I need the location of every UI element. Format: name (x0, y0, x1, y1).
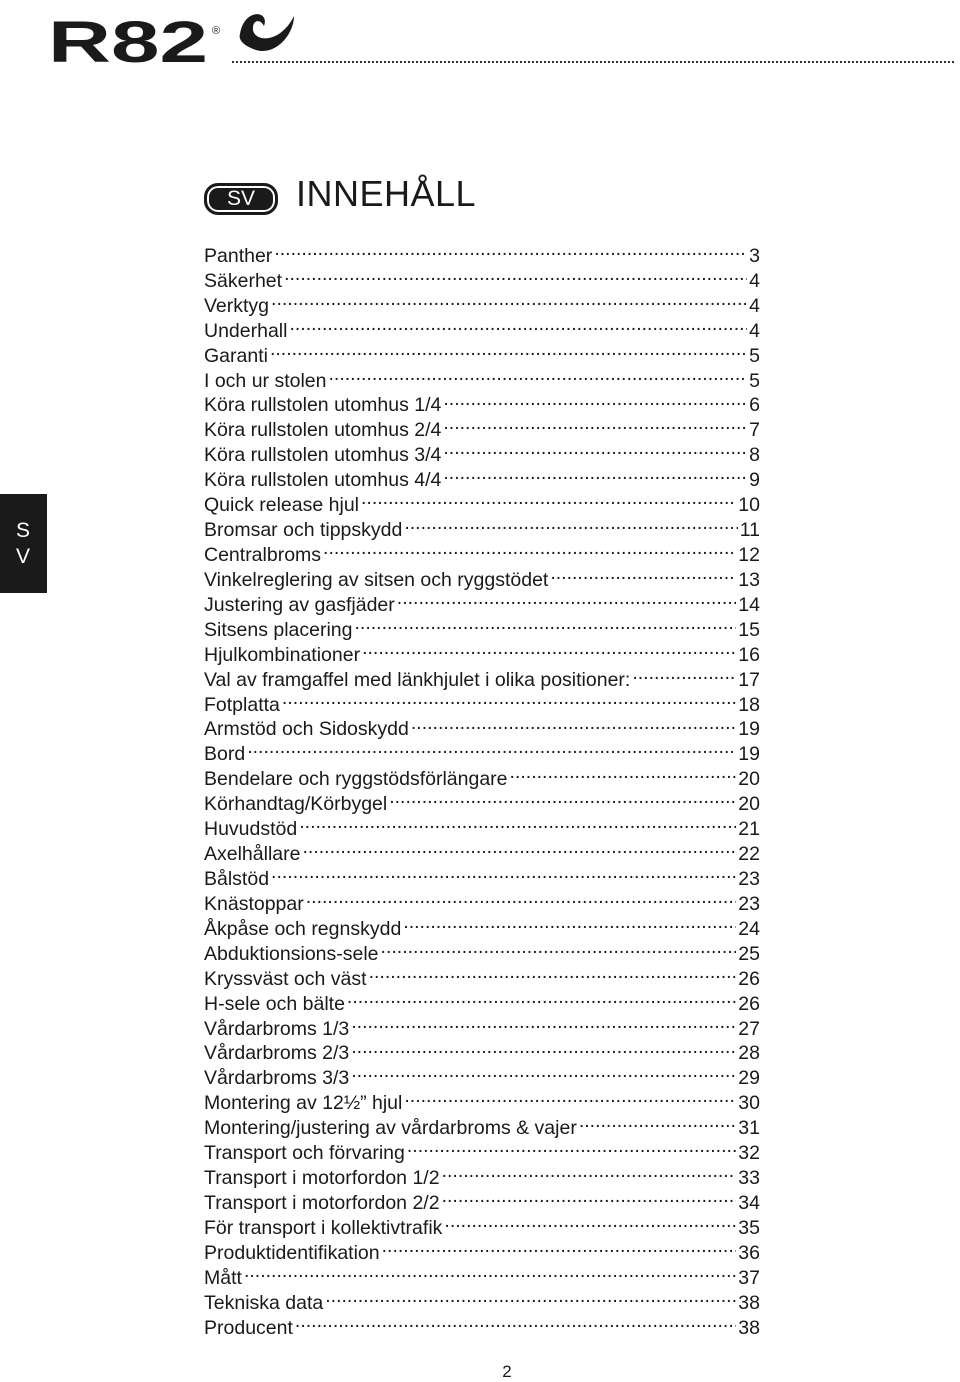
toc-leader-dots (247, 735, 736, 760)
toc-entry-label: Vårdarbroms 1/3 (204, 1017, 350, 1040)
toc-entry-page: 19 (738, 743, 760, 766)
toc-entry-page: 5 (749, 344, 760, 367)
toc-leader-dots (295, 1309, 736, 1334)
toc-leader-dots (404, 1084, 736, 1109)
toc-entry-page: 30 (738, 1092, 760, 1115)
toc-entry-label: Bord (204, 743, 246, 766)
toc-entry-label: Transport och förvaring (204, 1142, 405, 1165)
toc-entry-label: Köra rullstolen utomhus 2/4 (204, 419, 442, 442)
toc-entry[interactable] (204, 337, 760, 367)
toc-leader-dots (355, 611, 737, 636)
toc-entry-page: 20 (738, 768, 760, 791)
toc-entry-label: Köra rullstolen utomhus 4/4 (204, 469, 442, 492)
toc-entry-page: 21 (738, 818, 760, 841)
toc-entry-page: 15 (738, 618, 760, 641)
toc-entry-page: 18 (738, 693, 760, 716)
toc-entry-page: 4 (749, 294, 760, 317)
toc-leader-dots (510, 760, 737, 785)
toc-leader-dots (270, 337, 747, 362)
toc-entry-page: 20 (738, 793, 760, 816)
toc-entry-page: 3 (749, 244, 760, 267)
toc-entry-page: 5 (749, 369, 760, 392)
toc-leader-dots (271, 287, 747, 312)
toc-entry[interactable] (204, 237, 760, 267)
toc-entry-page: 4 (749, 319, 760, 342)
toc-entry-label: Körhandtag/Körbygel (204, 793, 388, 816)
toc-entry[interactable] (204, 262, 760, 292)
toc-entry-label: Axelhållare (204, 843, 301, 866)
toc-entry-page: 38 (738, 1291, 760, 1314)
toc-leader-dots (443, 411, 747, 436)
toc-leader-dots (362, 636, 736, 661)
toc-entry-label: Garanti (204, 344, 268, 367)
toc-entry-label: Köra rullstolen utomhus 1/4 (204, 394, 442, 417)
toc-leader-dots (444, 1209, 736, 1234)
toc-leader-dots (284, 262, 747, 287)
toc-entry-label: Vårdarbroms 3/3 (204, 1067, 350, 1090)
toc-entry-label: Centralbroms (204, 543, 322, 566)
toc-entry-page: 9 (749, 469, 760, 492)
toc-leader-dots (550, 561, 736, 586)
toc-leader-dots (347, 985, 736, 1010)
header-dotted-rule (232, 61, 954, 63)
toc-leader-dots (632, 661, 736, 686)
toc-entry-label: Mått (204, 1266, 242, 1289)
toc-entry-label: Producent (204, 1316, 293, 1339)
toc-entry-page: 32 (738, 1142, 760, 1165)
r82-logo (48, 4, 298, 66)
toc-entry-label: Sitsens placering (204, 618, 353, 641)
toc-entry-label: Montering av 12½” hjul (204, 1092, 403, 1115)
toc-leader-dots (361, 486, 736, 511)
toc-entry-page: 11 (739, 519, 760, 542)
toc-entry[interactable] (204, 312, 760, 342)
toc-entry-page: 27 (738, 1017, 760, 1040)
toc-entry-page: 34 (738, 1191, 760, 1214)
toc-entry-label: Justering av gasfjäder (204, 593, 395, 616)
toc-entry-page: 16 (738, 643, 760, 666)
table-of-contents (204, 237, 760, 1339)
toc-entry[interactable] (204, 760, 760, 791)
toc-entry-page: 6 (749, 394, 760, 417)
toc-entry-page: 4 (749, 269, 760, 292)
toc-entry-label: Knästoppar (204, 892, 304, 915)
toc-entry-page: 10 (738, 494, 760, 517)
toc-entry[interactable] (204, 711, 760, 741)
toc-entry-label: Hjulkombinationer (204, 643, 361, 666)
toc-entry-label: I och ur stolen (204, 369, 327, 392)
toc-entry[interactable] (204, 287, 760, 317)
toc-entry[interactable] (204, 860, 760, 890)
toc-leader-dots (323, 536, 736, 561)
toc-entry-label: Panther (204, 244, 273, 267)
toc-entry-label: Abduktionsions-sele (204, 942, 379, 965)
toc-entry[interactable] (204, 686, 760, 716)
toc-leader-dots (325, 1284, 736, 1309)
toc-entry-label: Underhall (204, 319, 288, 342)
toc-entry-label: Åkpåse och regnskydd (204, 917, 402, 940)
toc-leader-dots (411, 711, 736, 736)
page-title: INNEHÅLL (296, 173, 477, 214)
toc-entry-page: 17 (738, 668, 760, 691)
toc-leader-dots (443, 436, 747, 461)
toc-entry-label: Quick release hjul (204, 494, 359, 517)
toc-entry-page: 29 (738, 1067, 760, 1090)
toc-entry[interactable] (204, 362, 760, 392)
toc-leader-dots (274, 237, 747, 262)
language-badge: SV (204, 183, 278, 215)
toc-entry-page: 38 (738, 1316, 760, 1339)
toc-leader-dots (381, 935, 737, 960)
toc-leader-dots (328, 362, 747, 387)
toc-leader-dots (382, 1234, 737, 1259)
toc-entry-page: 25 (738, 942, 760, 965)
toc-leader-dots (271, 860, 736, 885)
toc-entry-page: 22 (738, 843, 760, 866)
toc-leader-dots (404, 511, 737, 536)
side-tab-letter: V (15, 544, 31, 568)
toc-leader-dots (403, 910, 736, 935)
toc-leader-dots (244, 1259, 736, 1284)
toc-leader-dots (351, 1010, 736, 1035)
page-number: 2 (502, 1362, 512, 1381)
side-language-tab (0, 494, 47, 593)
toc-entry-page: 26 (738, 992, 760, 1015)
toc-entry-label: Huvudstöd (204, 818, 298, 841)
toc-entry-page: 13 (738, 568, 760, 591)
toc-entry-page: 12 (738, 543, 760, 566)
toc-entry-label: Val av framgaffel med länkhjulet i olika positioner: (204, 668, 631, 691)
toc-entry-page: 23 (738, 892, 760, 915)
toc-entry-page: 36 (738, 1241, 760, 1264)
toc-entry-page: 33 (738, 1167, 760, 1190)
toc-entry-label: Bendelare och ryggstödsförlängare (204, 768, 508, 791)
toc-leader-dots (351, 1059, 736, 1084)
toc-entry-page: 14 (738, 593, 760, 616)
toc-entry-label: Verktyg (204, 294, 270, 317)
side-tab-letter: S (15, 518, 31, 542)
toc-leader-dots (369, 960, 737, 985)
toc-leader-dots (443, 387, 747, 412)
toc-entry[interactable] (204, 885, 760, 915)
toc-entry-label: Köra rullstolen utomhus 3/4 (204, 444, 442, 467)
toc-entry-label: Vårdarbroms 2/3 (204, 1042, 350, 1065)
logo-wordmark: R82 (48, 10, 208, 66)
toc-entry-label: Transport i motorfordon 1/2 (204, 1167, 440, 1190)
toc-entry-page: 35 (738, 1216, 760, 1239)
toc-entry-page: 8 (749, 444, 760, 467)
toc-entry-page: 37 (738, 1266, 760, 1289)
toc-leader-dots (442, 1159, 737, 1184)
toc-leader-dots (299, 810, 736, 835)
toc-entry-label: Säkerhet (204, 269, 283, 292)
toc-entry-label: H-sele och bälte (204, 992, 345, 1015)
toc-entry-label: Transport i motorfordon 2/2 (204, 1191, 440, 1214)
toc-entry-label: Vinkelreglering av sitsen och ryggstödet (204, 568, 549, 591)
toc-entry[interactable] (204, 1259, 760, 1289)
toc-leader-dots (397, 586, 737, 611)
toc-entry-label: Kryssväst och väst (204, 967, 367, 990)
toc-entry-label: Montering/justering av vårdarbroms & vajer (204, 1117, 577, 1140)
toc-entry-page: 23 (738, 867, 760, 890)
toc-entry-label: Bålstöd (204, 867, 270, 890)
toc-entry-label: Tekniska data (204, 1291, 324, 1314)
toc-leader-dots (407, 1134, 736, 1159)
toc-entry[interactable] (204, 735, 760, 766)
registered-mark: ® (212, 25, 221, 37)
toc-entry-label: Armstöd och Sidoskydd (204, 718, 409, 741)
toc-entry-page: 24 (738, 917, 760, 940)
toc-entry-label: Fotplatta (204, 693, 280, 716)
toc-leader-dots (579, 1109, 736, 1134)
toc-leader-dots (306, 885, 737, 910)
toc-entry-page: 19 (738, 718, 760, 741)
toc-entry-page: 28 (738, 1042, 760, 1065)
toc-leader-dots (351, 1035, 736, 1060)
toc-entry-label: För transport i kollektivtrafik (204, 1216, 443, 1239)
toc-entry[interactable] (204, 1284, 760, 1314)
toc-leader-dots (282, 686, 736, 711)
toc-entry-page: 26 (738, 967, 760, 990)
logo-swoosh-icon (240, 14, 294, 51)
toc-entry-page: 31 (738, 1117, 760, 1140)
toc-leader-dots (302, 835, 736, 860)
toc-leader-dots (442, 1184, 737, 1209)
toc-leader-dots (443, 461, 747, 486)
toc-leader-dots (289, 312, 747, 337)
toc-entry-label: Produktidentifikation (204, 1241, 380, 1264)
toc-leader-dots (389, 785, 736, 810)
toc-entry-label: Bromsar och tippskydd (204, 519, 403, 542)
toc-entry-page: 7 (749, 419, 760, 442)
